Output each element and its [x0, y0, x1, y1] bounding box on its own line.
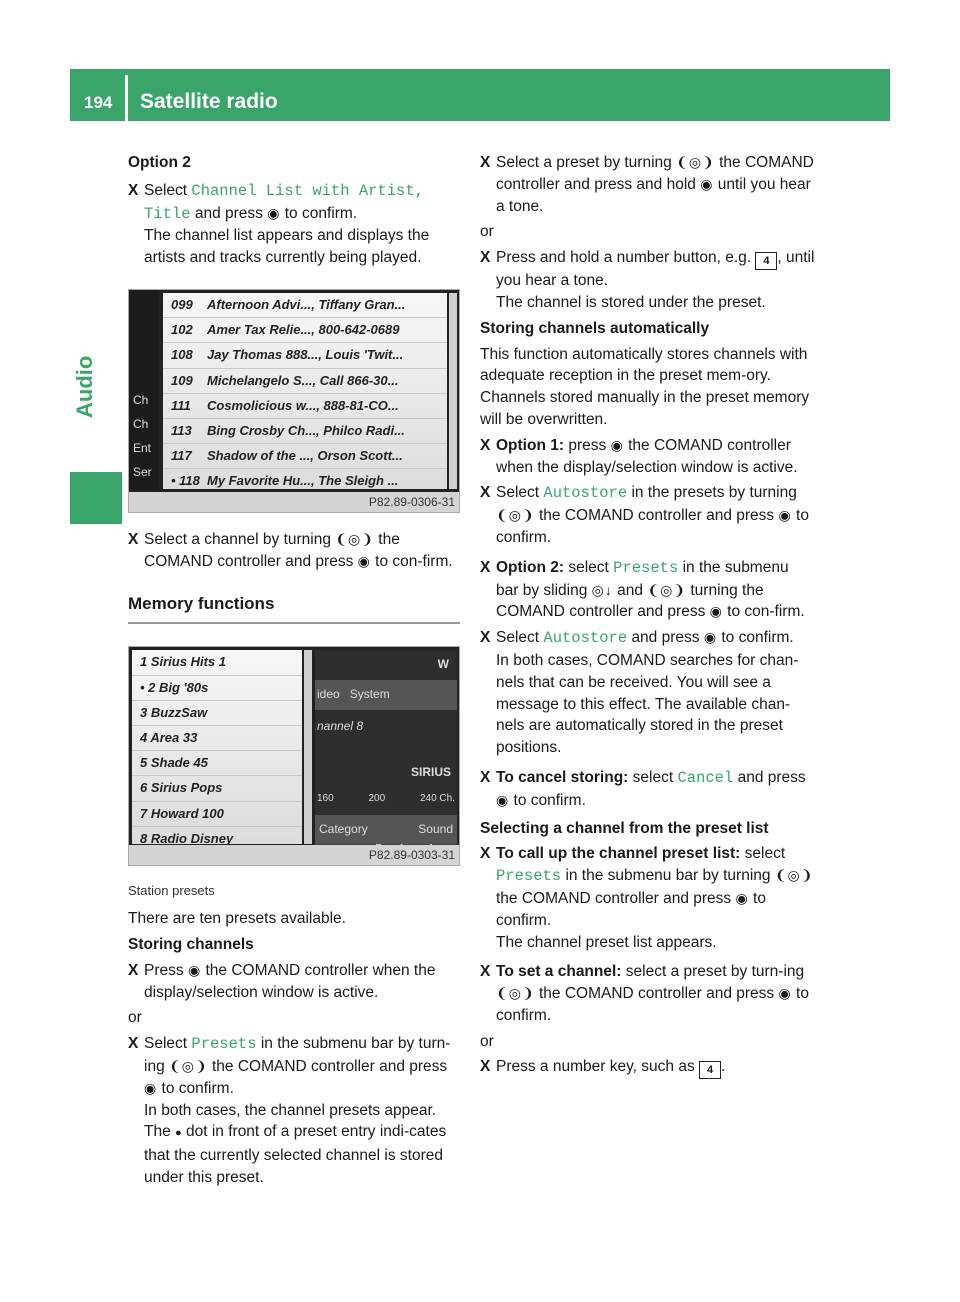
turn-controller-icon: ❨◎❩	[496, 507, 535, 524]
step-text: Select	[496, 629, 540, 647]
step-text: Select a channel by turning	[144, 530, 331, 548]
step-select-channel	[128, 529, 460, 573]
subheading-storing: Storing channels	[128, 935, 254, 953]
right-column	[480, 152, 815, 1079]
left-column	[128, 152, 460, 1189]
turn-controller-icon: ❨◎❩	[496, 985, 535, 1002]
list-item: 1 Sirius Hits 1	[132, 650, 302, 675]
or-text: or	[480, 223, 494, 241]
press-controller-icon: ◉	[709, 603, 723, 620]
step-press-controller	[128, 960, 460, 1004]
screen-left-item: Ser	[133, 464, 152, 479]
step-text: the COMAND controller when the display/selection window is active.	[496, 436, 798, 476]
screen-menu-bar: ideo System	[315, 680, 457, 710]
step-text: to confirm.	[496, 985, 809, 1024]
page-header	[70, 69, 890, 121]
step-description: The channel preset list appears.	[496, 933, 717, 951]
step-select-channel-list	[128, 180, 460, 269]
step-text: turning the COMAND controller and press	[496, 581, 764, 621]
step-description: The channel list appears and displays the artists and tracks currently being played.	[144, 227, 430, 267]
step-text: press	[568, 436, 607, 454]
step-text: to confirm.	[496, 889, 766, 929]
step-text: Press	[144, 961, 184, 979]
turn-controller-icon: ❨◎❩	[335, 530, 374, 547]
step-text: Select	[496, 484, 540, 502]
press-controller-icon: ◉	[610, 436, 624, 453]
press-controller-icon: ◉	[700, 175, 714, 192]
press-controller-icon: ◉	[735, 889, 749, 906]
list-item: 113 Bing Crosby Ch..., Philco Radi...	[163, 419, 447, 444]
list-item: 111 Cosmolicious w..., 888-81-CO...	[163, 394, 447, 419]
screen-left-item: Ent	[133, 440, 152, 455]
screen-scrollbar	[304, 650, 312, 844]
turn-controller-icon: ❨◎❩	[774, 867, 814, 884]
screen-top-label: W	[437, 657, 449, 672]
step-text: until you hear a tone.	[496, 249, 815, 290]
step-description: dot in front of a preset entry indi-cates that the currently selected channel is stored under this preset.	[144, 1123, 447, 1186]
step-arrow-icon: X	[128, 181, 139, 199]
list-item: 3 BuzzSaw	[132, 701, 302, 726]
screen-bottom-bar: Category Sound	[315, 815, 457, 845]
press-controller-icon: ◉	[778, 507, 792, 524]
list-item: 6 Sirius Pops	[132, 776, 302, 801]
number-4-key-icon: 4	[699, 1061, 721, 1079]
list-item: • 2 Big '80s	[132, 676, 302, 701]
menu-item-channel-list: Channel List with Artist,	[191, 181, 424, 200]
screen-left-panel	[129, 290, 159, 490]
station-presets-screenshot	[128, 646, 460, 866]
step-arrow-icon: X	[480, 484, 491, 502]
step-text: to confirm.	[513, 791, 586, 809]
step-press-hold-number: X Press and hold a number button, e.g. 4 , until you hear a tone. The channel is stored under the preset.	[480, 249, 815, 311]
step-text: in the submenu bar by turn-ing	[144, 1035, 451, 1075]
menu-item-cancel: Cancel	[677, 768, 734, 787]
option2-heading: Option 2	[128, 154, 191, 171]
step-label: Option 2:	[496, 558, 565, 576]
subheading-selecting: Selecting a channel from the preset list	[480, 819, 769, 837]
step-select-autostore	[480, 482, 815, 548]
step-option2	[480, 557, 815, 623]
step-text: The	[144, 1123, 171, 1141]
page-title: Satellite radio	[140, 90, 278, 113]
step-text: the COMAND controller when the display/selection window is active.	[144, 961, 436, 1001]
channel-list-screenshot	[128, 289, 460, 513]
step-text: and press	[194, 204, 263, 222]
turn-controller-icon: ❨◎❩	[169, 1057, 208, 1074]
step-number-key	[480, 1056, 815, 1079]
page-number: 194	[84, 93, 113, 112]
step-text: to confirm.	[284, 204, 358, 222]
step-text: Select	[144, 1035, 188, 1053]
press-controller-icon: ◉	[496, 791, 510, 808]
step-text: select	[632, 768, 674, 786]
paragraph: There are ten presets available.	[128, 910, 346, 928]
screen-left-item: Ch	[133, 416, 149, 431]
turn-controller-icon: ❨◎❩	[676, 154, 715, 170]
step-text: to confirm.	[161, 1079, 234, 1097]
press-controller-icon: ◉	[144, 1079, 158, 1096]
section-heading-memory: Memory functions	[128, 593, 460, 625]
paragraph: This function automatically stores channels with adequate reception in the preset mem-ory. Channels stored manually in the preset memory will be overwritten.	[480, 345, 810, 428]
list-item: 7 Howard 100	[132, 802, 302, 827]
step-arrow-icon: X	[128, 961, 139, 979]
step-text: and press	[631, 629, 700, 647]
step-select-presets	[128, 1033, 460, 1189]
or-text: or	[128, 1009, 142, 1027]
screen-right-panel	[315, 650, 457, 844]
step-description: In both cases, the channel presets appear.	[144, 1101, 437, 1119]
header-divider	[125, 75, 128, 121]
or-text: or	[480, 1032, 494, 1050]
step-arrow-icon: X	[480, 558, 491, 576]
step-arrow-icon: X	[128, 530, 139, 548]
step-call-up-list	[480, 843, 815, 953]
step-text: Press and hold a number button, e.g.	[496, 249, 752, 267]
menu-item-autostore: Autostore	[543, 629, 628, 648]
step-arrow-icon: X	[480, 249, 491, 267]
step-description: In both cases, COMAND searches for chan-nels that can be received. You will see a message to this effect. The available chan-nels are automatically stored in the preset positions.	[496, 651, 799, 757]
number-4-key-icon: 4	[755, 252, 777, 270]
screen-scale: 160 200 240 Ch.	[317, 792, 455, 804]
step-text: to con-firm.	[727, 603, 805, 621]
list-item: 5 Shade 45	[132, 751, 302, 776]
step-text: the COMAND controller and press	[144, 530, 400, 570]
step-text: in the submenu bar by sliding	[496, 558, 789, 599]
press-controller-icon: ◉	[778, 985, 792, 1002]
subheading-auto: Storing channels automatically	[480, 319, 710, 337]
sidebar-section-label: Audio	[72, 355, 97, 418]
step-text: select a preset by turn-ing	[625, 963, 805, 981]
step-text: the COMAND controller and press and hold	[496, 154, 814, 193]
figure-caption: Station presets	[128, 883, 215, 899]
press-controller-icon: ◉	[187, 961, 202, 978]
step-text: .	[721, 1058, 726, 1076]
list-item: 108 Jay Thomas 888..., Louis 'Twit...	[163, 343, 447, 368]
step-select-preset	[480, 152, 815, 217]
step-text: the COMAND controller and press	[539, 985, 775, 1003]
step-text: to confirm.	[496, 507, 809, 546]
sidebar-marker	[70, 472, 122, 524]
step-label: To set a channel:	[496, 963, 622, 981]
step-text: and press	[737, 768, 806, 786]
list-item: • 118 My Favorite Hu..., The Sleigh ...	[163, 469, 447, 494]
step-label: To cancel storing:	[496, 768, 629, 786]
press-controller-icon: ◉	[267, 204, 281, 221]
screen-preset-list	[132, 650, 302, 844]
screen-brand: SIRIUS	[410, 764, 451, 779]
step-select-autostore-2	[480, 627, 815, 759]
step-label: Option 1:	[496, 436, 565, 454]
step-option1	[480, 435, 815, 479]
step-arrow-icon: X	[128, 1035, 139, 1053]
list-item: 102 Amer Tax Relie..., 800-642-0689	[163, 318, 447, 343]
step-set-channel	[480, 961, 815, 1026]
press-controller-icon: ◉	[703, 629, 718, 646]
bullet-icon: ●	[175, 1127, 182, 1140]
step-text: Select a preset by turning	[496, 154, 672, 171]
screen-left-item: Ch	[133, 392, 149, 407]
turn-controller-icon: ❨◎❩	[647, 581, 687, 598]
step-arrow-icon: X	[480, 629, 491, 647]
step-text: to confirm.	[721, 629, 794, 647]
list-item: 4 Area 33	[132, 726, 302, 751]
menu-item-presets: Presets	[191, 1035, 257, 1054]
screen-channel-label: nannel 8	[317, 718, 364, 733]
step-text: select	[568, 558, 609, 576]
step-arrow-icon: X	[480, 768, 491, 786]
step-arrow-icon: X	[480, 436, 491, 454]
figure-code: P82.89-0306-31	[129, 492, 459, 512]
menu-item-presets: Presets	[496, 867, 562, 886]
step-cancel-storing	[480, 767, 815, 812]
step-text: select	[744, 845, 786, 863]
press-controller-icon: ◉	[357, 552, 371, 569]
step-arrow-icon: X	[480, 845, 491, 863]
menu-item-title: Title	[144, 204, 191, 223]
screen-channel-list	[163, 293, 447, 489]
step-text: the COMAND controller and press	[539, 507, 775, 525]
list-item: 8 Radio Disney	[132, 827, 302, 852]
step-text: in the presets by turning	[631, 484, 797, 502]
step-text: and	[617, 581, 644, 599]
step-text: until you hear a tone.	[496, 175, 811, 215]
step-text: the COMAND controller and press	[212, 1057, 448, 1075]
step-label: To call up the channel preset list:	[496, 845, 741, 863]
menu-item-autostore: Autostore	[543, 484, 628, 503]
list-item: 117 Shadow of the ..., Orson Scott...	[163, 444, 447, 469]
step-text: Press a number key, such as	[496, 1058, 695, 1076]
step-text: to con-firm.	[375, 552, 453, 570]
screen-scrollbar	[449, 293, 457, 489]
menu-item-presets: Presets	[613, 558, 679, 577]
step-arrow-icon: X	[480, 963, 491, 981]
list-item: 099 Afternoon Advi..., Tiffany Gran...	[163, 293, 447, 318]
step-text: in the submenu bar by turning	[565, 867, 771, 885]
step-arrow-icon: X	[480, 154, 491, 171]
step-text: Select	[144, 181, 188, 199]
slide-down-controller-icon: ◎↓	[591, 581, 613, 598]
figure-code: P82.89-0303-31	[129, 845, 459, 865]
step-arrow-icon: X	[480, 1058, 491, 1076]
list-item: 109 Michelangelo S..., Call 866-30...	[163, 369, 447, 394]
step-text: the COMAND controller and press	[496, 889, 732, 907]
step-description: The channel is stored under the preset.	[496, 293, 766, 311]
